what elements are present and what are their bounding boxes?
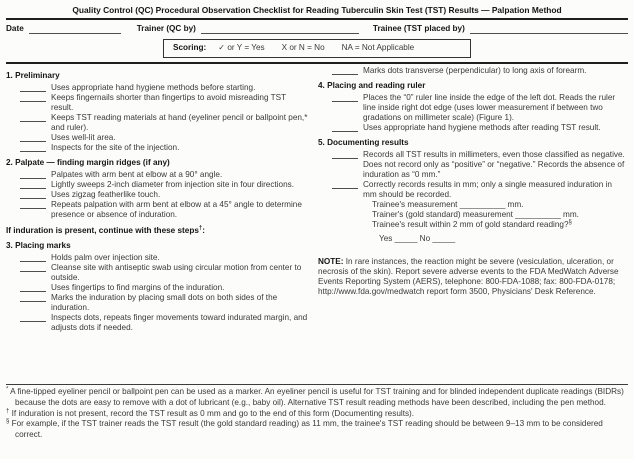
footnotes <box>6 384 628 441</box>
footnote-marker: § <box>568 219 572 226</box>
score-blank-line <box>20 143 46 152</box>
trainer-label: Trainer (QC by) <box>136 24 196 33</box>
document-title: Quality Control (QC) Procedural Observation Checklist for Reading Tuberculin Skin Test (TST) Results — Palpation Method <box>6 3 628 20</box>
checklist-item-text: Lightly sweeps 2-inch diameter from injection site in four directions. <box>51 180 295 189</box>
score-blank-line <box>20 170 46 179</box>
header-divider-rule <box>6 62 628 64</box>
score-blank-line <box>20 133 46 142</box>
checklist-item <box>6 283 308 293</box>
checklist-item-text: Uses fingertips to find margins of the induration. <box>51 283 225 292</box>
checklist-item-text: Keeps fingernails shorter than fingertips to avoid misreading TST result. <box>51 93 286 112</box>
score-blank-line <box>20 253 46 262</box>
measurement-line: Trainer's (gold standard) measurement __________ mm. <box>372 210 579 219</box>
checklist-item <box>6 93 308 113</box>
checklist-item <box>6 293 308 313</box>
footnote-marker: † <box>6 407 10 414</box>
checklist-item-text: Records all TST results in millimeters, even those classified as negative. Does not record only as “positive” or “negative.” Records the absence of induration as “0 mm.” <box>363 150 625 179</box>
score-blank-line <box>20 200 46 209</box>
checklist-item <box>6 263 308 283</box>
checklist-body <box>6 66 628 384</box>
checklist-item-text: Inspects dots, repeats finger movements toward indurated margin, and adjusts dots if needed. <box>51 313 308 332</box>
score-blank-line <box>20 113 46 122</box>
checklist-item <box>6 253 308 263</box>
footnote-marker: § <box>6 418 10 425</box>
footnote-marker: † <box>198 225 203 232</box>
checklist-item <box>6 180 308 190</box>
footnote: * A fine-tipped eyeliner pencil or ballpoint pen can be used as a marker. An eyeliner pencil is useful for TST training and for blinded independent duplicate readings (BIDRs) because the dots are easy to remove with a dot of lubricant (e.g., baby oil). Alternative TST result reading methods have been described, including the pen method. <box>6 386 624 407</box>
score-blank-line <box>332 93 358 102</box>
score-blank-line <box>20 93 46 102</box>
date-label: Date <box>6 24 24 33</box>
footnote: § For example, if the TST trainer reads the TST result (the gold standard reading) as 11 mm, the trainee's TST reading should be between 9–13 mm to be considered correct. <box>6 418 603 440</box>
note-paragraph: NOTE: In rare instances, the reaction might be severe (vesiculation, ulceration, or necrosis of the skin). Report severe adverse events to the FDA MedWatch Adverse Events Reporting System (AERS), telephone: 800-FDA-1088; fax: 800-FDA-0178; http://www.fda.gov/medwatch report form 3500, Physicians' Desk Reference. <box>318 257 619 296</box>
checklist-item <box>318 123 627 133</box>
checklist-item-text: Holds palm over injection site. <box>51 253 160 262</box>
section-heading: 2. Palpate — finding margin ridges (if any) <box>6 158 170 167</box>
footnote-marker: * <box>6 386 9 393</box>
checklist-item-text: Uses zigzag featherlike touch. <box>51 190 161 199</box>
checklist-item <box>318 93 627 123</box>
score-blank-line <box>20 180 46 189</box>
checklist-item-text: Uses appropriate hand hygiene methods before starting. <box>51 83 256 92</box>
checklist-item-text: Correctly records results in mm; only a single measured induration in mm should be recorded. <box>363 180 612 199</box>
left-column <box>6 66 318 384</box>
score-blank-line <box>20 83 46 92</box>
scoring-option-no: X or N = No <box>281 43 325 52</box>
checklist-item-text: Repeats palpation with arm bent at elbow at a 45° angle to determine presence or absence of induration. <box>51 200 302 219</box>
checklist-item <box>318 66 627 76</box>
checklist-item-text: Uses appropriate hand hygiene methods after reading TST result. <box>363 123 601 132</box>
score-blank-line <box>20 293 46 302</box>
measurement-line: Trainee's measurement __________ mm. <box>372 200 524 209</box>
checklist-item <box>6 143 308 153</box>
trainer-blank-line <box>201 24 359 34</box>
section-heading: 3. Placing marks <box>6 241 71 250</box>
right-column <box>318 66 628 384</box>
score-blank-line <box>332 123 358 132</box>
header-fields <box>6 24 628 34</box>
checklist-item-text: Palpates with arm bent at elbow at a 90° angle. <box>51 170 223 179</box>
score-blank-line <box>20 263 46 272</box>
section-heading: 5. Documenting results <box>318 138 409 147</box>
date-blank-line <box>29 24 121 34</box>
checklist-item-text: Keeps TST reading materials at hand (eyeliner pencil or ballpoint pen,* and ruler). <box>51 113 308 132</box>
measurement-line: Yes _____ No _____ <box>379 234 456 243</box>
continue-instruction: If induration is present, continue with these steps†: <box>6 225 205 235</box>
score-blank-line <box>20 283 46 292</box>
checklist-item <box>6 83 308 93</box>
checklist-item-text: Marks dots transverse (perpendicular) to long axis of forearm. <box>363 66 587 75</box>
section-heading: 4. Placing and reading ruler <box>318 81 426 90</box>
score-blank-line <box>332 150 358 159</box>
score-blank-line <box>332 66 358 75</box>
checklist-item <box>6 170 308 180</box>
scoring-option-yes: ✓ or Y = Yes <box>218 43 265 52</box>
checklist-item-text: Uses well-lit area. <box>51 133 116 142</box>
trainee-blank-line <box>470 24 628 34</box>
checklist-item <box>318 150 627 180</box>
checklist-item <box>6 113 308 133</box>
footnote: † If induration is not present, record the TST result as 0 mm and go to the end of this form (Documenting results). <box>6 407 415 418</box>
scoring-label: Scoring: <box>173 43 207 52</box>
checklist-item-text: Inspects for the site of the injection. <box>51 143 180 152</box>
scoring-option-na: NA = Not Applicable <box>341 43 415 52</box>
score-blank-line <box>332 180 358 189</box>
checklist-item-text: Marks the induration by placing small dots on both sides of the induration. <box>51 293 278 312</box>
checklist-item-text: Cleanse site with antiseptic swab using circular motion from center to outside. <box>51 263 302 282</box>
trainee-label: Trainee (TST placed by) <box>372 24 465 33</box>
score-blank-line <box>20 190 46 199</box>
checklist-item <box>6 133 308 143</box>
checklist-item <box>6 200 308 220</box>
checklist-item-text: Places the “0” ruler line inside the edge of the left dot. Reads the ruler line inside right dot edge (uses lower measurement if between two gradations on millimeter scale) (Figure 1). <box>363 93 616 122</box>
scoring-box <box>163 39 471 58</box>
section-heading: 1. Preliminary <box>6 71 60 80</box>
measurement-line: Trainee's result within 2 mm of gold standard reading?§ <box>372 219 572 229</box>
note-label: NOTE: <box>318 257 344 266</box>
checklist-item <box>6 190 308 200</box>
checklist-item <box>318 180 627 200</box>
score-blank-line <box>20 313 46 322</box>
checklist-item <box>6 313 308 333</box>
